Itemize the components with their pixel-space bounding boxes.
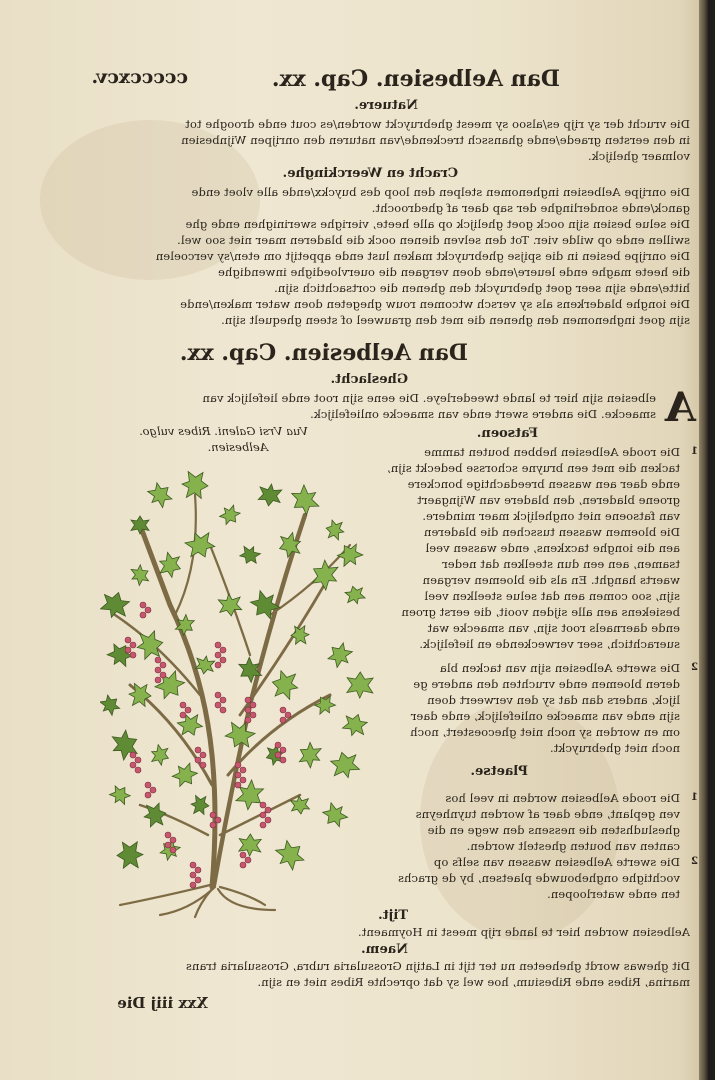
text-line: Die ionghe bladerkens als sy versch wtcomen rouw ghegeten doen water maken/ende [180, 297, 690, 311]
text-line: sijn goet inghenomen den ghenen die met den grauweel of steen ghequelt sijn. [221, 313, 690, 327]
section-heading-natuere: Natuere. [354, 98, 418, 113]
section-heading-plaetse: Plaetse. [470, 764, 528, 779]
text-line: ende daernaels root sijn, van smaecke wat [427, 621, 680, 635]
text-line: Die onrijpe Aelbesien inghenomen stelpen den loop des buyckx/ende alle vloet ende [191, 185, 690, 199]
catchword: Xxx iiij Die [117, 994, 208, 1012]
text-line: tacken die met een bruyne schorsse bedeckt sijn, [386, 461, 680, 475]
margin-number: 2 [691, 662, 698, 673]
chapter-heading: Dan Aelbesien. Cap. xx. [179, 340, 468, 366]
text-line: ten ende waterloopen. [546, 887, 680, 901]
text-line: Die onrijpe besien in die spijse ghebruyckt maken lust ende appetijt om eten/sy vercoelen [155, 249, 690, 263]
text-line: ganck/ende sonderlinghe der sap daer af ghedroocht. [371, 201, 690, 215]
text-line: van fatsoene niet onghelijck maer mindere. [422, 509, 680, 523]
text-line: Die vrucht der sy rijp es/alsoo sy meest ghebruyckt worden/es cout ende drooghe tot [185, 117, 690, 131]
text-line: Die swerte Aelbesien wassen van selfs op [433, 855, 680, 869]
section-heading-cracht: Cracht en Weerckinghe. [282, 166, 458, 181]
text-line: hitte/ende sijn seer goet ghebruyckt den ghenen die cortsachtich sijn. [274, 281, 690, 295]
text-line: om en worden sy noch niet ghecoestert, noch [410, 725, 680, 739]
margin-number: 2 [691, 856, 698, 867]
text-line: aen die ionghe tacxkens, ende wassen veel [425, 541, 680, 555]
drop-cap: A [664, 384, 696, 431]
text-line: ghesludhsten die nessens den wege en die [427, 823, 680, 837]
text-line: Die bloemen wassen tusschen die bladeren [423, 525, 680, 539]
text-line: swillen ende op wilde vier. Tot den selven dienen oock die bladeren maer niet soo wel. [177, 233, 690, 247]
text-line: waerts hanght. En als die bloemen vergaen [422, 573, 680, 587]
text-line: Die roode Aelbesien worden in veel hos [445, 791, 680, 805]
running-head-title: Dan Aelbesien. Cap. xx. [271, 66, 560, 92]
text-line: Aelbesien worden hier te lande rijp meest in Hoymaent. [357, 925, 690, 939]
text-line: tsamen, aen een dun steelken dat neder [442, 557, 680, 571]
text-line: in den eersten graede/ende ghanssch treckende/van naturen den onrijpen Wijnbesien [181, 133, 690, 147]
binding-edge [699, 0, 708, 1080]
margin-number: 1 [691, 446, 698, 457]
text-line: deren bloemen ende vruchten den andere ge [413, 677, 680, 691]
text-line: suerachtich, seer verweckende en liefelijck. [419, 637, 680, 651]
illustration-caption-latin: Vua Vrsi Galeni. Ribes vulgo. [139, 424, 308, 438]
text-line: Die selue besien sijn oock goet ghelijck op alle heete, vierighe swerinighen ende ghe [185, 217, 690, 231]
section-heading-naem: Naem. [361, 942, 408, 957]
text-line: Die swerte Aelbesien sijn van tacken bla [439, 661, 680, 675]
margin-number: 1 [691, 792, 698, 803]
text-line: lijck, anders dan dat sy den verweert doen [427, 693, 680, 707]
illustration-caption-dutch: Aelbesien. [207, 440, 268, 454]
section-heading-tijt: Tijt. [378, 908, 408, 923]
text-line: ende daer aen wassen breedachtige bonckere [407, 477, 680, 491]
text-line: marina, Ribes ende Ribesium, hoe wel sy dat oprechte Ribes niet en sijn. [257, 975, 690, 989]
text-line: elbesien sijn hier te lande tweederleye. Die eene sijn root ende liefelijck van [202, 391, 656, 405]
text-line: vochtighe onghebouwde plaetsen, by de grachs [397, 871, 680, 885]
text-line: die heete maghe ende leuere/ende doen vergaen die ouervloedighe inwendighe [217, 265, 690, 279]
folio-number: cccccxcv. [91, 66, 188, 88]
text-line: volmaer ghelijck. [587, 149, 690, 163]
text-line: Dit ghewas wordt gheheeten nu ter tijt in Latijn Grossularia rubra, Grossularia trans [185, 959, 690, 973]
text-line: smaecke. Die andere swert ende van smaecke onliefelijck. [310, 407, 656, 421]
text-line: groene bladeren, den bladere van Wijngaert [417, 493, 680, 507]
text-line: sijn ende van smaecke onliefelijck, ende daer [410, 709, 680, 723]
text-line: Die roode Aelbesien hebben bouten tamme [424, 445, 680, 459]
text-line: besiekens aen alle sijden vooit, die eerst groen [401, 605, 680, 619]
text-line: noch niet ghebruyckt. [549, 741, 680, 755]
text-line: sijn, soo comen aen dat selue steelken veel [424, 589, 680, 603]
section-heading-fatsoen: Fatsoen. [476, 426, 538, 441]
section-heading-gheslacht: Gheslacht. [330, 372, 408, 387]
text-line: canten van bouten ghestelt worden. [466, 839, 680, 853]
text-line: ven geplant, ende daer af worden tuynheyns [415, 807, 680, 821]
